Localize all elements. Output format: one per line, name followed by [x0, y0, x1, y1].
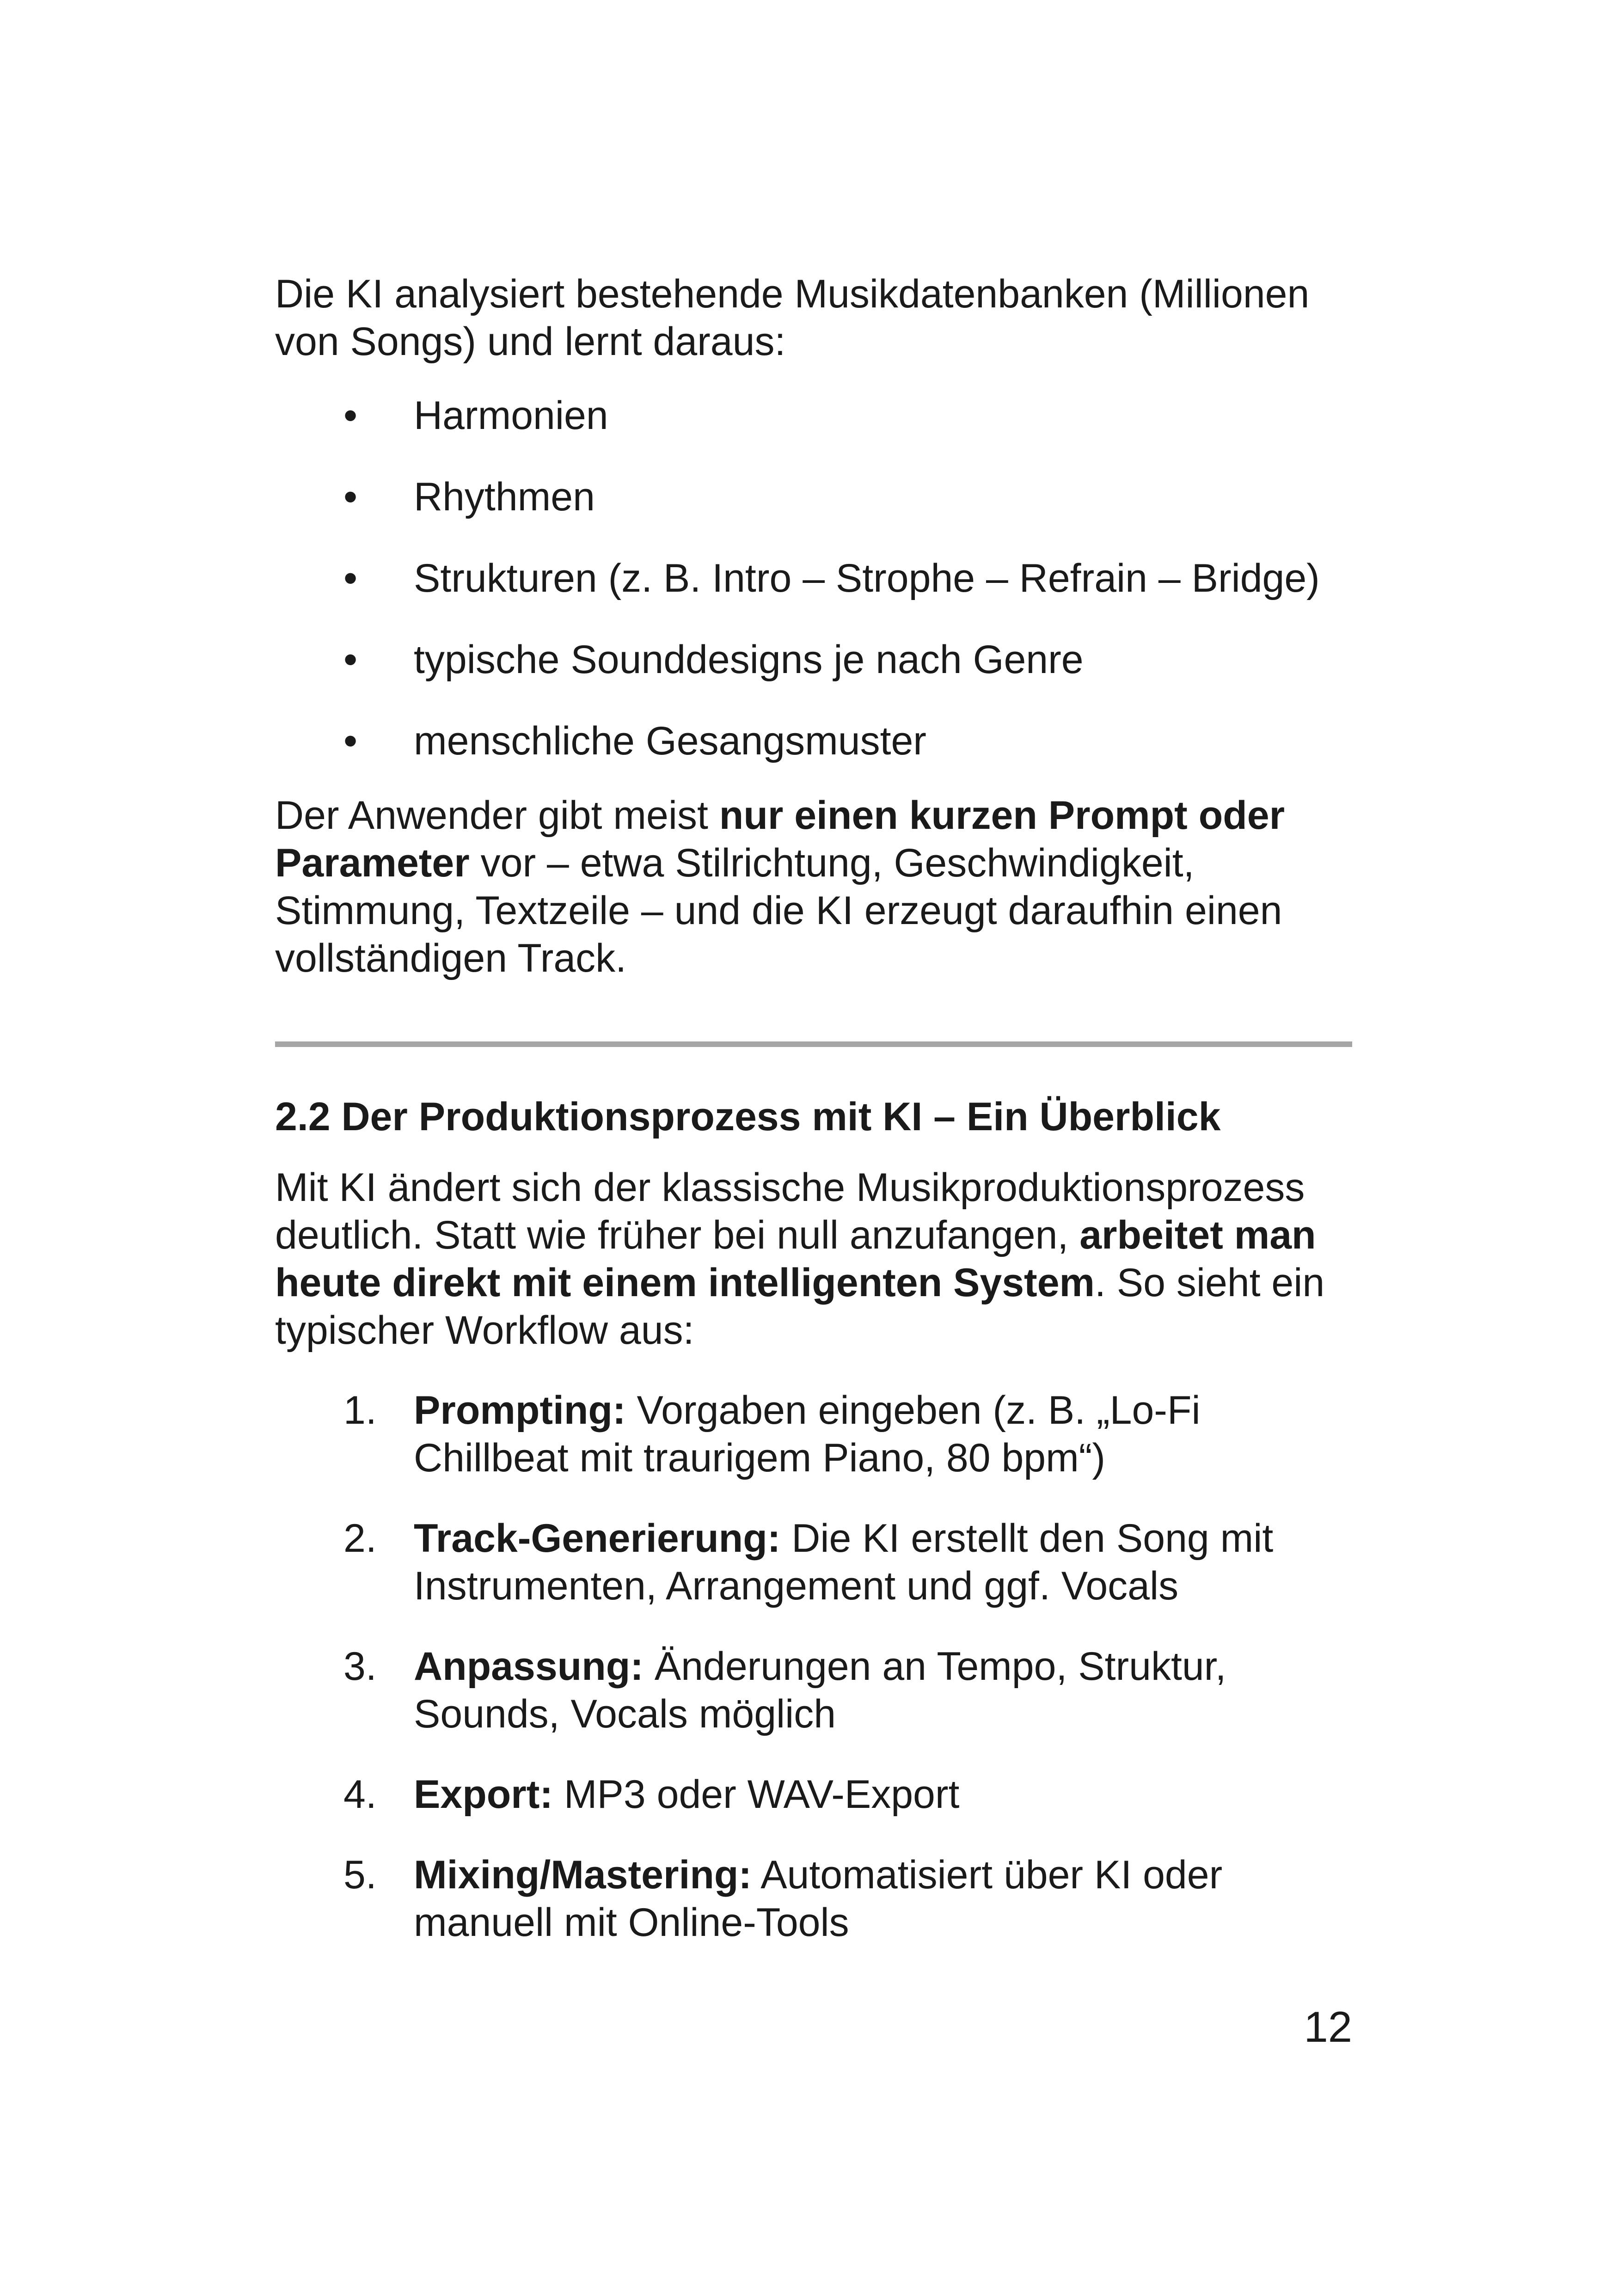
step-number: 5.	[343, 1853, 377, 1897]
bullet-icon: •	[343, 556, 358, 600]
list-item	[275, 555, 1352, 602]
intro-paragraph: Die KI analysiert bestehende Musikdatenbanken (Millionen von Songs) und lernt daraus:	[275, 272, 1310, 364]
list-item-text: typische Sounddesigns je nach Genre	[414, 637, 1084, 682]
workflow-step	[275, 1851, 1352, 1947]
step-label: Prompting:	[414, 1388, 626, 1433]
workflow-steps-list	[275, 1387, 1352, 1947]
step-number: 1.	[343, 1388, 377, 1433]
bullet-icon: •	[343, 475, 358, 519]
bullet-icon: •	[343, 637, 358, 682]
step-number: 4.	[343, 1772, 377, 1817]
list-item	[275, 717, 1352, 765]
bullet-icon: •	[343, 393, 358, 438]
step-text: Änderungen an Tempo, Struktur, Sounds, Vocals möglich	[414, 1644, 1226, 1736]
workflow-intro-paragraph: Mit KI ändert sich der klassische Musikproduktionsprozess deutlich. Statt wie früher bei null anzufangen, arbeitet man heute direkt mit einem intelligenten System. So sieht ein typischer Workflow aus:	[275, 1165, 1325, 1353]
step-text: Automatisiert über KI oder manuell mit Online-Tools	[414, 1853, 1223, 1945]
list-item	[275, 392, 1352, 440]
step-text: Vorgaben eingeben (z. B. „Lo-Fi Chillbeat mit traurigem Piano, 80 bpm“)	[414, 1388, 1201, 1480]
emphasis-text: arbeitet man heute direkt mit einem intelligenten System	[275, 1213, 1316, 1305]
document-page	[275, 270, 1352, 1947]
list-item-text: Harmonien	[414, 393, 608, 438]
step-number: 3.	[343, 1644, 377, 1689]
list-item	[275, 636, 1352, 684]
section-heading: 2.2 Der Produktionsprozess mit KI – Ein Überblick	[275, 1095, 1221, 1139]
list-item-text: menschliche Gesangsmuster	[414, 719, 926, 763]
prompt-paragraph: Der Anwender gibt meist nur einen kurzen Prompt oder Parameter vor – etwa Stilrichtung, Geschwindigkeit, Stimmung, Textzeile – und die KI erzeugt daraufhin einen vollständigen Track.	[275, 793, 1285, 980]
step-label: Export:	[414, 1772, 553, 1817]
list-item-text: Rhythmen	[414, 475, 595, 519]
workflow-step	[275, 1515, 1352, 1610]
step-label: Anpassung:	[414, 1644, 644, 1689]
step-number: 2.	[343, 1516, 377, 1561]
step-text: MP3 oder WAV-Export	[553, 1772, 960, 1817]
workflow-step	[275, 1643, 1352, 1738]
step-label: Track-Generierung:	[414, 1516, 781, 1561]
step-text: Die KI erstellt den Song mit Instrumenten, Arrangement und ggf. Vocals	[414, 1516, 1274, 1608]
page-number: 12	[1304, 2002, 1352, 2051]
list-item-text: Strukturen (z. B. Intro – Strophe – Refrain – Bridge)	[414, 556, 1320, 600]
bullet-icon: •	[343, 719, 358, 763]
emphasis-text: nur einen kurzen Prompt oder Parameter	[275, 793, 1285, 885]
learned-features-list	[275, 392, 1352, 765]
section-divider	[275, 1041, 1352, 1047]
step-label: Mixing/Mastering:	[414, 1853, 752, 1897]
workflow-step	[275, 1387, 1352, 1482]
workflow-step	[275, 1771, 1352, 1818]
list-item	[275, 473, 1352, 521]
